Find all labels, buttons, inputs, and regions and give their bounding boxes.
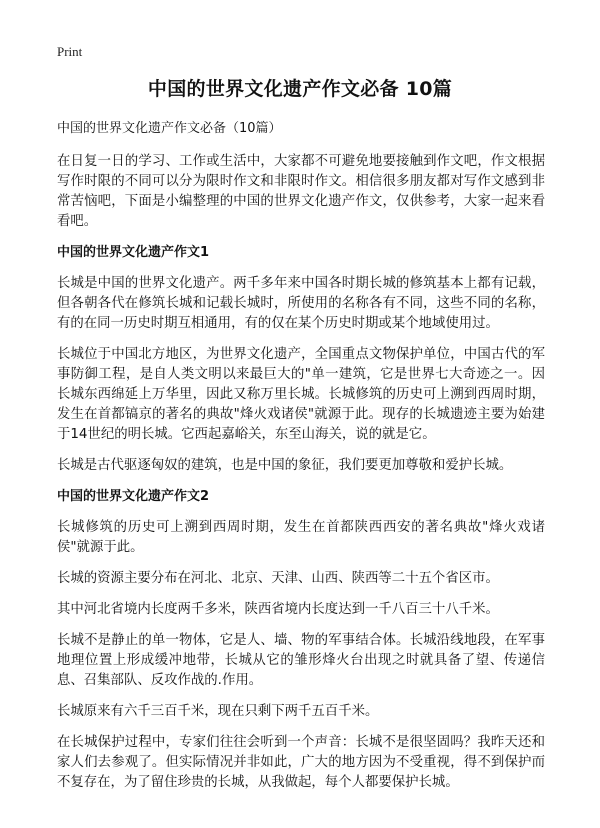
document-body	[57, 119, 545, 804]
section-1-paragraph: 长城是古代驱逐匈奴的建筑，也是中国的象征，我们要更加尊敬和爱护长城。	[57, 458, 513, 473]
section-2-paragraph: 长城的资源主要分布在河北、北京、天津、山西、陕西等二十五个省区市。	[57, 571, 499, 586]
section-1-paragraph: 长城是中国的世界文化遗产。两千多年来中国各时期长城的修筑基本上都有记载，但各朝各代在修筑长城和记载长城时，所使用的名称各有不同，这些不同的名称，有的在同一历史时期互相通用，有的仅在某个历史时期或某个地域使用过。	[57, 276, 545, 331]
intro-paragraph: 在日复一日的学习、工作或生活中，大家都不可避免地要接触到作文吧，作文根据写作时限的不同可以分为限时作文和非限时作文。相信很多朋友都对写作文感到非常苦恼吧，下面是小编整理的中国的世界文化遗产作文，仅供参考，大家一起来看看吧。	[57, 154, 545, 229]
section-2-paragraph: 长城原来有六千三百千米，现在只剩下两千五百千米。	[57, 704, 379, 719]
section-2-paragraph: 其中河北省境内长度两千多米，陕西省境内长度达到一千八百三十八千米。	[57, 602, 499, 617]
print-link[interactable]: Print	[57, 44, 83, 59]
section-heading-1: 中国的世界文化遗产作文1	[57, 245, 210, 260]
document-subtitle: 中国的世界文化遗产作文必备（10篇）	[57, 121, 282, 136]
document-title: 中国的世界文化遗产作文必备 10篇	[147, 78, 453, 100]
section-1-paragraph: 长城位于中国北方地区，为世界文化遗产，全国重点文物保护单位，中国古代的军事防御工程，是自人类文明以来最巨大的"单一建筑，它是世界七大奇迹之一。因长城东西绵延上万华里，因此又称万里长城。长城修筑的历史可上溯到西周时期，发生在首都镐京的著名的典故"烽火戏诸侯"就源于此。现存的长城遗迹主要为始建于14世纪的明长城。它西起嘉峪关，东至山海关，说的就是它。	[57, 347, 545, 442]
section-2-paragraph: 长城修筑的历史可上溯到西周时期，发生在首都陕西西安的著名典故"烽火戏诸侯"就源于此。	[57, 520, 545, 555]
section-heading-2: 中国的世界文化遗产作文2	[57, 489, 210, 504]
section-2-paragraph: 在长城保护过程中，专家们往往会听到一个声音：长城不是很坚固吗？我昨天还和家人们去参观了。但实际情况并非如此，广大的地方因为不受重视，得不到保护而不复存在，为了留住珍贵的长城，从我做起，每个人都要保护长城。	[57, 735, 545, 790]
section-2-paragraph: 长城不是静止的单一物体，它是人、墙、物的军事结合体。长城沿线地段，在军事地理位置上形成缓冲地带，长城从它的雏形烽火台出现之时就具备了望、传递信息、召集部队、反攻作战的.作用。	[57, 633, 545, 688]
